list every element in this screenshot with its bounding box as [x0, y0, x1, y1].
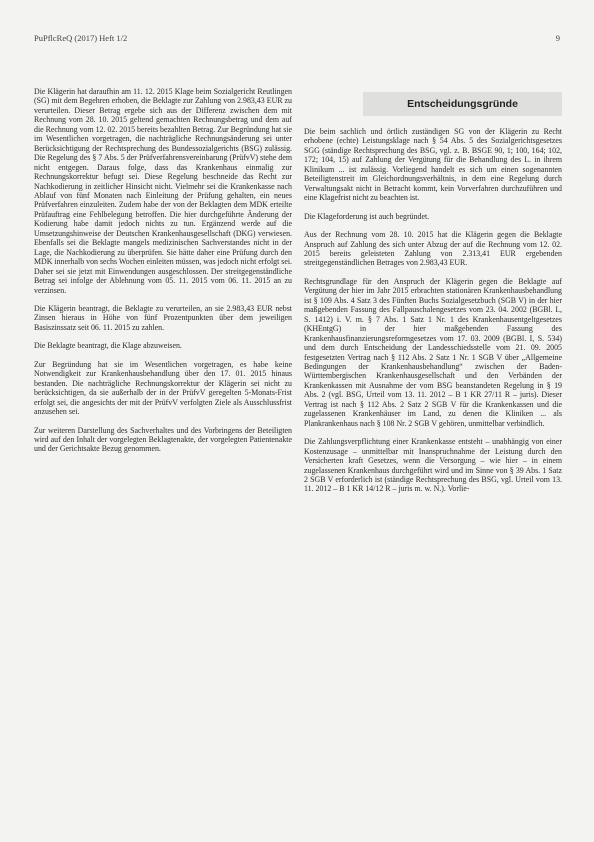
journal-title: PuPflcReQ (2017) Heft 1/2	[34, 33, 128, 43]
section-heading: Entscheidungsgründe	[363, 92, 562, 116]
paragraph: Die Klägerin beantragt, die Beklagte zu verurteilen, an sie 2.983,43 EUR nebst Zinsen hieraus in Höhe von fünf Prozentpunkten über dem jeweiligen Basiszinssatz seit 06. 11. 2015 zu zahlen.	[34, 303, 292, 332]
paragraph: Rechtsgrundlage für den Anspruch der Klägerin gegen die Beklagte auf Vergütung der hier im Jahr 2015 erbrachten stationären Krankenhausbehandlung ist § 109 Abs. 4 Satz 3 des Fünften Buchs Sozialgesetzbuch (SGB V) in der hier maßgebenden Fassung des Fallpauschalengesetzes vom 23. 04. 2002 (BGBl. I., S. 1412) i. V. m. § 7 Abs. 1 Satz 1 Nr. 1 des Krankenhausentgeltgesetzes (KHEntgG) in der hier maßgebenden Fassung des Krankenhausfinanzierungsreformgesetzes vom 17. 03. 2009 (BGBl. I, S. 534) und dem durch Entscheidung der Landesschiedsstelle vom 21. 09. 2005 festgesetzten Vertrag nach § 112 Abs. 2 Satz 1 Nr. 1 SGB V über „Allgemeine Bedingungen der Krankenhausbehandlung“ zwischen der Baden-Württembergischen Krankenhausgesellschaft und den Verbänden der Krankenkassen mit Ausnahme der vom BSG beanstandeten Regelung in § 19 Abs. 2 (vgl. BSG, Urteil vom 13. 11. 2012 – B 1 KR 27/11 R – juris). Dieser Vertrag ist nach § 112 Abs. 2 Satz 2 SGB V für die Krankenkassen und die zugelassenen Krankenhäuser im Land, zu denen die Kliniken ... als Plankrankenhaus nach § 108 Nr. 2 SGB V gehören, unmittelbar verbindlich.	[304, 276, 562, 428]
paragraph: Die Klägerin hat daraufhin am 11. 12. 2015 Klage beim Sozialgericht Reutlingen (SG) mit dem Begehren erhoben, die Beklagte zur Zahlung von 2.983,43 EUR zu verurteilen. Dieser Betrag ergebe sich aus der Differenz zwischen dem mit Rechnung vom 28. 10. 2015 geltend gemachten Rechnungsbetrag und dem auf die Rechnung vom 12. 02. 2015 bereits bezahlten Betrag. Zur Begründung hat sie im Wesentlichen vorgetragen, die nachträgliche Rechnungsänderung sei unter Berücksichtigung der Rechtsprechung des Bundessozialgerichts (BSG) zulässig. Die Regelung des § 7 Abs. 5 der Prüfverfahrensvereinbarung (PrüfvV) stehe dem nicht entgegen. Daraus folge, dass das Krankenhaus einmalig zur Rechnungskorrektur befugt sei. Diese Regelung beschneide das Recht zur Nachkodierung in zeitlicher Hinsicht nicht. Vielmehr sei die Krankenkasse nach Ablauf von fünf Monaten nach Einleitung der Prüfung gehalten, ein neues Prüfverfahren einzuleiten. Zudem habe der von der Beklagten dem MDK erteilte Prüfauftrag eine Fehlbelegung betroffen. Die hier durchgeführte Änderung der Kodierung habe damit jedoch nichts zu tun. Ergänzend werde auf die Umsetzungshinweise der Deutschen Krankenhausgesellschaft (DKG) verwiesen. Ebenfalls sei die Beklagte mangels medizinischen Sachverstandes nicht in der Lage, die Nachkodierung zu überprüfen. Sie hätte daher eine Prüfung durch den MDK innerhalb von sechs Wochen einleiten müssen, was jedoch nicht erfolgt sei. Daher sei sie jetzt mit Einwendungen ausgeschlossen. Der streitgegenständliche Betrag sei infolge der Ablehnung vom 05. 11. 2015 vom 06. 11. 2015 an zu verzinsen.	[34, 87, 293, 295]
paragraph: Die beim sachlich und örtlich zuständigen SG von der Klägerin zu Recht erhobene (echte) Leistungsklage nach § 54 Abs. 5 des Sozialgerichtsgesetzes SGG (ständige Rechtsprechung des BSG, vgl. z. B. BSGE 90, 1; 100, 164; 102, 172; 104, 15) auf Zahlung der Vergütung für die Behandlung des L. in ihrem Klinikum ... ist zulässig. Vorliegend handelt es sich um einen sogenannten Beteiligtenstreit im Gleichordnungsverhältnis, in dem eine Regelung durch Verwaltungsakt nicht in Betracht kommt, kein Vorverfahren durchzuführen und eine Klagefrist nicht zu beachten ist.	[304, 127, 562, 203]
paragraph: Die Zahlungsverpflichtung einer Krankenkasse entsteht – unabhängig von einer Kostenzusage – unmittelbar mit Inanspruchnahme der Leistung durch den Versicherten kraft Gesetzes, wenn die Versorgung – wie hier – in einem zugelassenen Krankenhaus durchgeführt wird und im Sinne von § 39 Abs. 1 Satz 2 SGB V erforderlich ist (ständige Rechtsprechung des BSG, vgl. Urteil vom 13. 11. 2012 – B 1 KR 14/12 R – juris m. w. N.). Vorlie-	[304, 437, 562, 494]
paragraph: Aus der Rechnung vom 28. 10. 2015 hat die Klägerin gegen die Beklagte Anspruch auf Zahlung des sich unter Abzug der auf die Rechnung vom 12. 02. 2015 bereits geleisteten Zahlung von 2.313,41 EUR ergebenden streitgegenständlichen Betrages von 2.983,43 EUR.	[304, 230, 562, 268]
left-column	[34, 87, 292, 463]
paragraph: Zur weiteren Darstellung des Sachverhaltes und des Vorbringens der Beteiligten wird auf den Inhalt der vorgelegten Beklagtenakte, der vorgelegten Patientenakte und der Gerichtsakte Bezug genommen.	[34, 425, 292, 454]
paragraph: Die Beklagte beantragt, die Klage abzuweisen.	[34, 341, 182, 351]
right-column	[304, 127, 562, 503]
paragraph: Die Klageforderung ist auch begründet.	[304, 211, 430, 221]
page-number: 9	[555, 33, 560, 43]
running-head	[34, 33, 560, 45]
paragraph: Zur Begründung hat sie im Wesentlichen vorgetragen, es habe keine Notwendigkeit zur Krankenhausbehandlung über den 17. 01. 2015 hinaus bestanden. Die nachträgliche Rechnungskorrektur der Klägerin sei nicht zu berücksichtigen, da sie außerhalb der in der PrüfvV geregelten 5-Monats-Frist erfolgt sei, die angesichts der mit der PrüfvV verfolgten Ziele als Ausschlussfrist anzusehen sei.	[34, 359, 292, 417]
